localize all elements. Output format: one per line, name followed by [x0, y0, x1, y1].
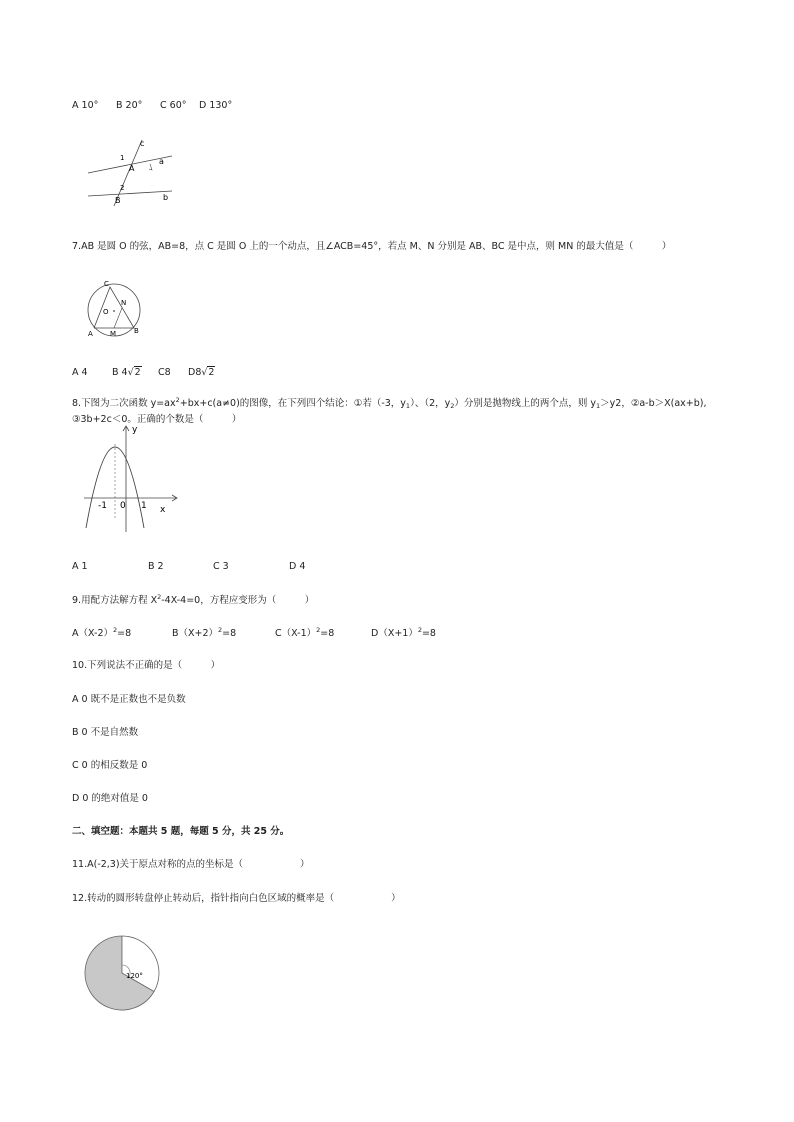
q6-option-b: B 20°	[116, 100, 143, 111]
q7-option-c: C8	[158, 367, 171, 378]
q8-label-y: y	[132, 425, 138, 435]
q7-label-O: O	[103, 308, 109, 316]
q7-option-b-sqrt: √2	[127, 367, 141, 378]
q6-option-a: A 10°	[72, 100, 99, 111]
q6-label-2: 2	[120, 184, 125, 192]
q8-option-c: C 3	[213, 561, 229, 572]
q10-option-c: C 0 的相反数是 0	[72, 760, 148, 771]
q6-label-A: A	[129, 164, 135, 173]
q10-option-d: D 0 的绝对值是 0	[72, 793, 148, 804]
q6-label-a: a	[159, 157, 164, 166]
section-heading: 二、填空题：本题共 5 题，每题 5 分，共 25 分。	[72, 826, 290, 837]
q7-circle-figure	[84, 280, 144, 340]
q11-question-text: 11.A(-2,3)关于原点对称的点的坐标是（ ）	[72, 859, 310, 870]
q9-option-a: $A(X-2)^2=8$	[72, 626, 132, 639]
q7-question-text: 7.AB 是圆 O 的弦，AB=8，点 C 是圆 O 上的一个动点，且∠ACB=45°，若点 M、N 分别是 AB、BC 是中点，则 MN 的最大值是（ ）	[72, 241, 672, 252]
q7-option-b: B 4√2	[112, 367, 141, 378]
q8-label-x: x	[160, 505, 166, 515]
q7-option-d: D8√2	[188, 367, 215, 378]
q9-option-b: $B(X+2)^2=8$	[172, 626, 237, 639]
q8-label-neg1: -1	[98, 501, 107, 511]
q6-label-b: b	[163, 193, 169, 202]
q8-label-1: 1	[141, 501, 147, 511]
q8-option-b: B 2	[148, 561, 164, 572]
q8-option-d: D 4	[289, 561, 306, 572]
q6-label-B: B	[115, 196, 121, 205]
q9-question-text: 9.用配方法解方程 $X^2-4X-4=0$，方程应变形为（ ）	[72, 593, 315, 606]
q6-option-c: C 60°	[160, 100, 187, 111]
q12-angle-label: 120°	[126, 972, 143, 980]
q12-spinner-figure	[84, 934, 160, 1012]
q6-label-1: 1	[120, 154, 125, 162]
q8-question-line2: ③3b+2c＜0。正确的个数是（ ）	[72, 414, 242, 425]
q7-label-B: B	[134, 327, 139, 335]
q7-option-a: A 4	[72, 367, 88, 378]
q8-question-line1: 8.下图为二次函数 $y=ax^2+bx+c(a\ne 0)$的图像，在下列四个结论：①若（-3，$y_1$）、（2，$y_2$）分别是抛物线上的两个点，则 $y_1>y2$，②a-b＞X(ax+b),	[72, 396, 707, 410]
q9-option-d: $D(X+1)^2=8$	[371, 626, 436, 639]
q9-option-c: $C(X-1)^2=8$	[275, 626, 335, 639]
q10-option-b: B 0 不是自然数	[72, 727, 139, 738]
q6-parallel-lines-figure	[84, 136, 184, 208]
q7-label-C: C	[104, 280, 109, 288]
q7-label-N: N	[121, 299, 127, 307]
q7-label-A: A	[88, 330, 93, 338]
q7-label-M: M	[110, 330, 117, 338]
q10-question-text: 10.下列说法不正确的是（ ）	[72, 660, 221, 671]
q12-question-text: 12.转动的圆形转盘停止转动后，指针指向白色区域的概率是（ ）	[72, 893, 401, 904]
q8-label-0: 0	[120, 501, 126, 511]
q6-label-c: c	[140, 139, 145, 148]
q8-option-a: A 1	[72, 561, 88, 572]
q8-parabola-graph	[82, 424, 182, 536]
q7-option-d-sqrt: √2	[201, 367, 215, 378]
q6-option-d: D 130°	[199, 100, 233, 111]
q10-option-a: A 0 既不是正数也不是负数	[72, 694, 186, 705]
